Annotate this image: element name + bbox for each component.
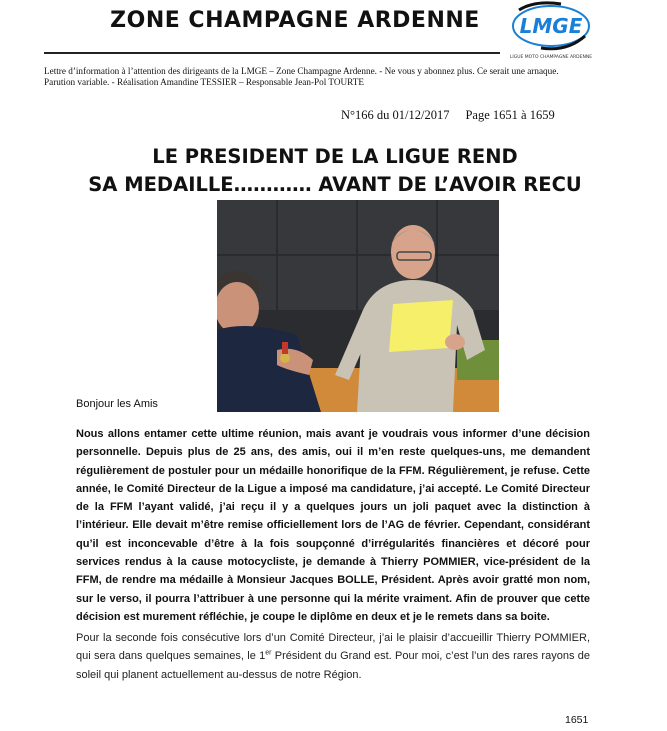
notice-line-2: Parution variable. - Réalisation Amandine TESSIER – Responsable Jean-Pol TOURTE [44,77,364,87]
headline-line-1: LE PRESIDENT DE LA LIGUE REND [152,145,518,168]
greeting: Bonjour les Amis [76,398,158,410]
paragraph-welcome [76,629,590,684]
svg-text:LMGE: LMGE [519,14,583,38]
notice [44,66,604,88]
headline-line-2: SA MEDAILLE………… AVANT DE L’AVOIR RECU [88,173,582,196]
svg-text:LIGUE MOTO CHAMPAGNE ARDENNE: LIGUE MOTO CHAMPAGNE ARDENNE [509,55,593,60]
issue-pages: Page 1651 à 1659 [465,108,555,122]
article-photo [217,200,499,412]
photo-illustration [217,200,499,412]
ordinal-superscript: er [265,649,272,657]
headline [40,143,630,199]
issue-info [341,108,601,123]
header-title: ZONE CHAMPAGNE ARDENNE [110,8,480,33]
issue-number-date: N°166 du 01/12/2017 [341,108,450,122]
header-rule [44,52,500,54]
paragraph-welcome-part-2: Président du Grand est. Pour moi, c’est l’un des rares rayons de soleil qui planent actuellement au-dessus de notre Région. [76,650,590,681]
paragraph-welcome-part-1: Pour la seconde fois consécutive lors d’un Comité Directeur, j’ai le plaisir d’accueillir Thierry POMMIER, qui sera dans quelques semaines, le 1 [76,632,590,663]
notice-line-1: Lettre d’information à l’attention des dirigeants de la LMGE – Zone Champagne Ardenne. - Ne vous y abonnez plus. Ce serait une arnaque. [44,66,559,76]
footer-page-number: 1651 [565,714,589,726]
lmge-logo [505,0,597,62]
paragraph-announcement: Nous allons entamer cette ultime réunion, mais avant je voudrais vous informer d’une décision personnelle. Depuis plus de 25 ans, des amis, oui il m’en reste quelques-uns, me demandent régulièrement de postuler pour un médaille honorifique de la FFM. Régulièrement, je refuse. Cette année, le Comité Directeur de la Ligue a imposé ma candidature, j’ai accepté. Le Comité Directeur de la FFM l’ayant validé, j’ai reçu il y a quelques jours un joli paquet avec la distinction à l’intérieur. Elle devait m’être remise officiellement lors de l’AG de février. Cependant, considérant qu’il est inconcevable d’être à la fois soupçonné d’irrégularités financières et décoré pour services rendus à la cause motocycliste, je demande à Thierry POMMIER, vice-président de la FFM, de rendre ma médaille à Monsieur Jacques BOLLE, Président. Après avoir gratté mon nom, sur le verso, il pourra l’attribuer à une personne qui la mérite vraiment. Afin de prouver que cette décision est murement réfléchie, je coupe le diplôme en deux et je le remets dans sa boite. [76,428,590,623]
